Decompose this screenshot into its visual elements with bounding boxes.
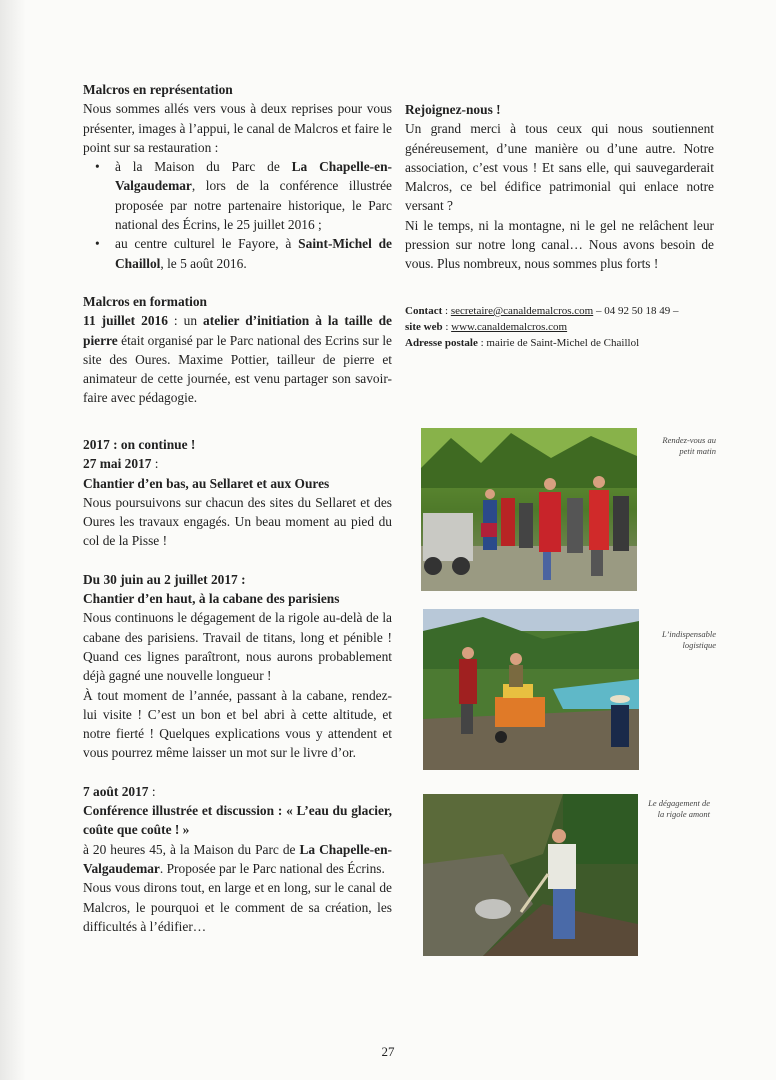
page-edge-shadow xyxy=(0,0,26,1080)
join-us-paragraph-1: Un grand merci à tous ceux qui nous soutiennent généreusement, d’une manière ou d’une autre. Notre association, c’est vous ! Et sans elle, qui sauvegarderait Malcros, ce bel édifice patrimonial qui enlace notre versant ? xyxy=(405,121,714,214)
chantier-bas-title: Chantier d’en bas, au Sellaret et aux Oures xyxy=(83,475,330,491)
text: . Proposée par le Parc national des Écrins. xyxy=(159,860,385,876)
phone-number: – 04 92 50 18 49 – xyxy=(593,305,679,317)
right-column xyxy=(405,100,714,274)
photo-group-meeting xyxy=(421,428,637,591)
representation-item-1 xyxy=(115,157,392,234)
section-title-formation: Malcros en formation xyxy=(83,293,207,309)
text: : xyxy=(442,320,452,333)
conference-paragraph-2: Nous vous dirons tout, en large et en long, sur le canal de Malcros, le pourquoi et le comment de sa création, les difficultés à l’édifier… xyxy=(83,880,392,934)
website-label: site web xyxy=(405,320,443,333)
photo-caption-1: Rendez-vous au petit matin xyxy=(662,435,716,456)
date: 11 juillet 2016 xyxy=(83,313,168,329)
email-link[interactable]: secretaire@canaldemalcros.com xyxy=(450,305,594,317)
text: , le 5 août 2016. xyxy=(160,255,247,271)
photo-group-meeting-image xyxy=(421,428,637,591)
photo-caption-2: L’indispensable logistique xyxy=(662,629,716,650)
section-title-representation: Malcros en représentation xyxy=(83,82,233,97)
representation-item-2 xyxy=(115,234,392,273)
website-line xyxy=(405,320,725,336)
photo-logistics xyxy=(423,609,639,770)
photo-logistics-image xyxy=(423,609,639,770)
text: : xyxy=(148,783,156,799)
left-column-top xyxy=(83,80,392,408)
text: : un xyxy=(167,313,204,329)
text: : xyxy=(442,305,451,317)
address-label: Adresse postale xyxy=(405,336,478,349)
address-value: : mairie de Saint-Michel de Chaillol xyxy=(477,336,640,349)
text: à 20 heures 45, à la Maison du Parc de xyxy=(83,841,300,857)
place-name: Saint-Michel de Chaillol xyxy=(115,236,393,271)
join-us-title: Rejoignez-nous ! xyxy=(405,102,501,117)
representation-list xyxy=(83,157,392,273)
formation-paragraph xyxy=(83,311,392,407)
address-line xyxy=(405,336,725,352)
conference-title: Conférence illustrée et discussion : « L’eau du glacier, coûte que coûte ! » xyxy=(83,803,392,838)
text: était organisé par le Parc national des Ecrins sur le site des Oures. Maxime Pottier, tailleur de pierre et animateur de cette journée, est venu partager son savoir-faire avec pédagogie. xyxy=(83,332,392,406)
text: , lors de la conférence illustrée proposée par notre partenaire historique, le Parc national des Écrins, le 25 juillet 2016 ; xyxy=(115,178,392,233)
place-name: La Chapelle-en-Valgaudemar xyxy=(83,841,392,876)
chantier-haut-paragraph-2: À tout moment de l’année, passant à la cabane, rendez-lui visite ! C’est un bon et bel abri à cette altitude, et notre fierté ! Quelques explications vous y attendent et vous pourrez même laisser un mot sur le livre d’or. xyxy=(83,687,392,761)
place-name: La Chapelle-en-Valgaudemar xyxy=(115,159,392,194)
highlight: atelier d’initiation à la taille de pierre xyxy=(83,313,392,348)
conference-paragraph-1 xyxy=(83,840,392,879)
photo-channel-clearing-image xyxy=(423,794,638,956)
left-column-bottom xyxy=(83,435,392,936)
text: : xyxy=(151,456,159,472)
chantier-bas-paragraph: Nous poursuivons sur chacun des sites du Sellaret et des Oures les travaux engagés. Un beau moment au pied du col de la Pisse ! xyxy=(83,494,392,549)
date: 27 mai 2017 xyxy=(83,456,152,472)
date: 7 août 2017 xyxy=(83,783,149,799)
representation-intro: Nous sommes allés vers vous à deux reprises pour vous présenter, images à l’appui, le canal de Malcros et faire le point sur sa restauration : xyxy=(83,101,392,155)
contact-label: Contact xyxy=(405,305,443,317)
contact-line xyxy=(405,304,725,320)
text: à la Maison du Parc de xyxy=(115,159,292,175)
date-7-aout xyxy=(83,782,392,801)
page-number: 27 xyxy=(381,1044,395,1059)
photo-channel-clearing xyxy=(423,794,638,956)
photo-caption-3: Le dégagement de la rigole amont xyxy=(648,798,710,819)
date-27-mai xyxy=(83,454,392,473)
section-title-2017: 2017 : on continue ! xyxy=(83,437,196,452)
chantier-haut-title: Chantier d’en haut, à la cabane des parisiens xyxy=(83,591,340,607)
chantier-haut-paragraph-1: Nous continuons le dégagement de la rigole au-delà de la cabane des parisiens. Travail de titans, long et pénible ! Quand ces lignes paraîtront, nous aurons probablement déjà gagné une nouvelle longueur ! xyxy=(83,610,392,684)
join-us-paragraph-2: Ni le temps, ni la montagne, ni le gel ne relâchent leur pression sur notre long canal… Nous avons besoin de vous. Plus nombreux, nous sommes plus forts ! xyxy=(405,217,714,272)
date-30-juin: Du 30 juin au 2 juillet 2017 : xyxy=(83,571,246,587)
contact-block xyxy=(405,304,725,351)
text: au centre culturel le Fayore, à xyxy=(115,236,299,252)
website-link[interactable]: www.canaldemalcros.com xyxy=(451,320,568,333)
